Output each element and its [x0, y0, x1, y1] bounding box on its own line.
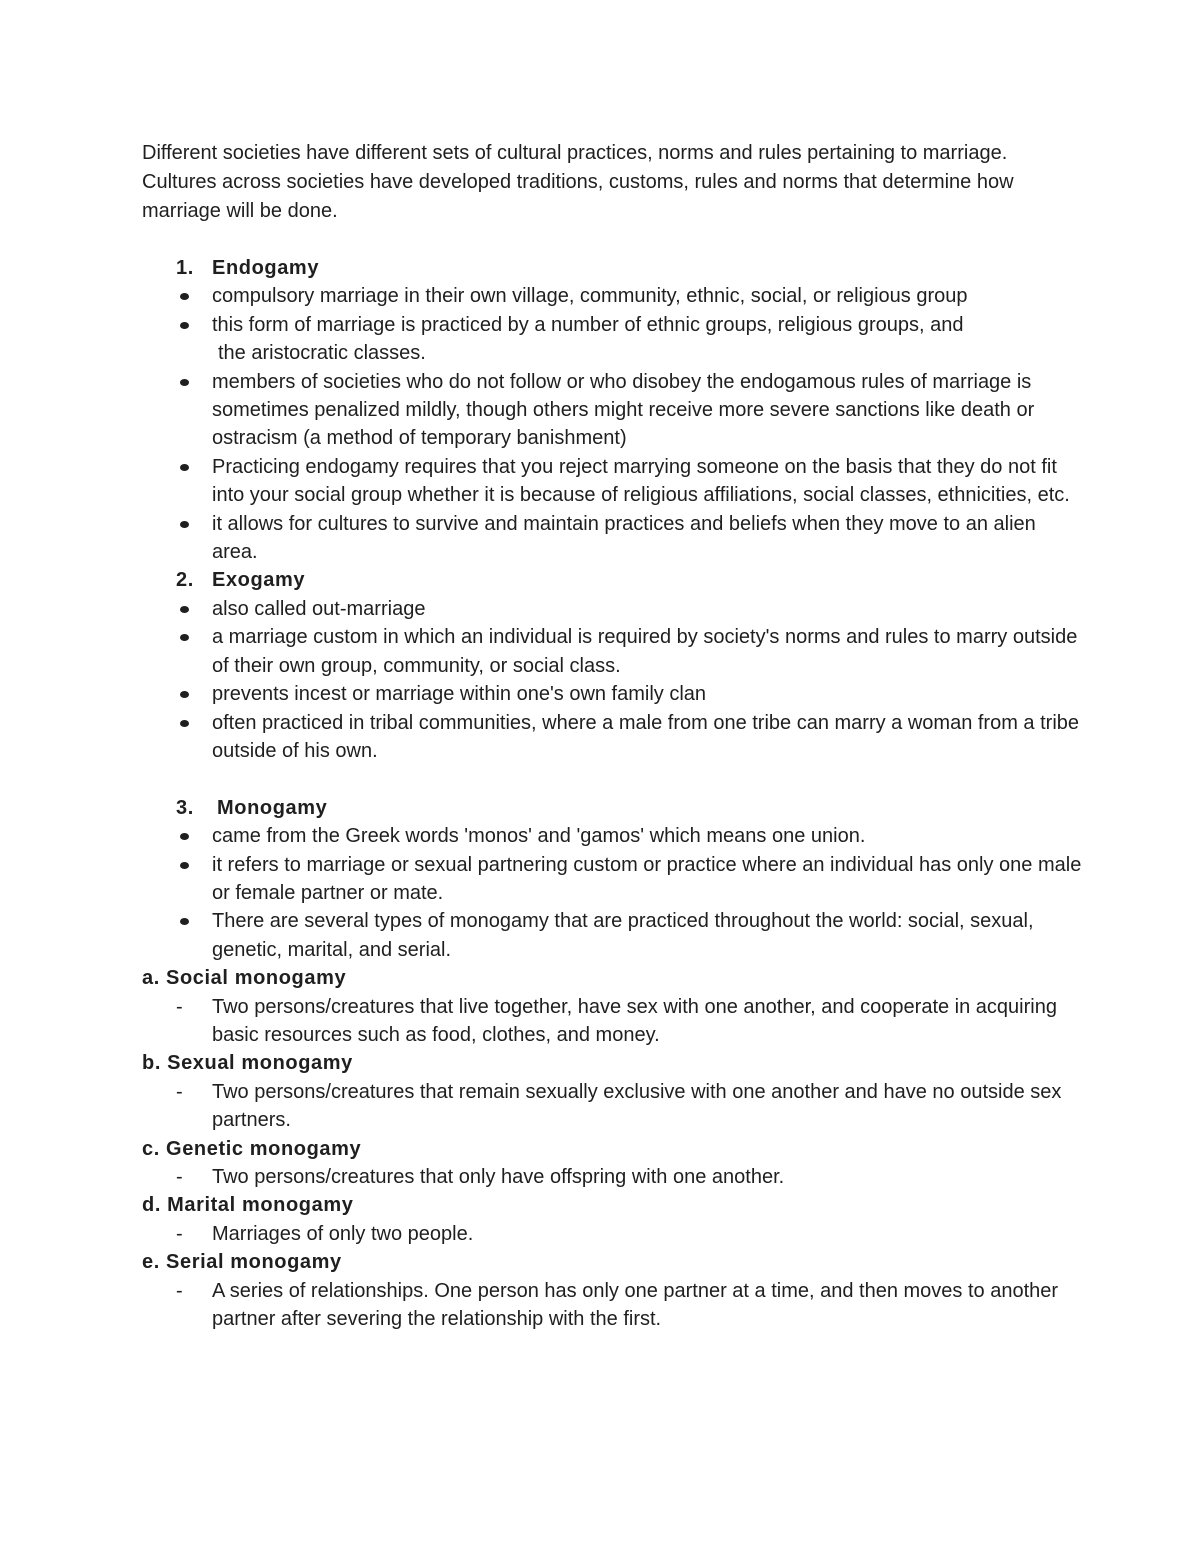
list-item: this form of marriage is practiced by a number of ethnic groups, religious groups, and the aristocratic classes.	[142, 311, 1082, 368]
type-heading-marital: d. Marital monogamy	[142, 1194, 354, 1217]
list-item: it refers to marriage or sexual partnering custom or practice where an individual has only one male or female partner or mate.	[142, 851, 1082, 908]
list-item: members of societies who do not follow or who disobey the endogamous rules of marriage is sometimes penalized mildly, though others might receive more severe sanctions like death or ostracism (a method of temporary banishment)	[142, 368, 1082, 453]
list-item: - Two persons/creatures that remain sexually exclusive with one another and have no outside sex partners.	[142, 1078, 1082, 1135]
dash-marker: -	[176, 995, 183, 1018]
list-item: often practiced in tribal communities, where a male from one tribe can marry a woman from a tribe outside of his own.	[142, 709, 1082, 766]
dash-marker: -	[176, 1222, 183, 1245]
endogamy-bullet-list	[142, 282, 1082, 566]
dash-marker: -	[176, 1279, 183, 1302]
bullet-icon	[180, 833, 189, 840]
type-heading-sexual: b. Sexual monogamy	[142, 1052, 353, 1075]
section-title: Endogamy	[212, 257, 320, 279]
bullet-icon	[180, 862, 189, 869]
section-number: 2.	[176, 569, 194, 592]
type-heading-genetic: c. Genetic monogamy	[142, 1137, 362, 1160]
list-item: compulsory marriage in their own village, community, ethnic, social, or religious group	[142, 282, 1082, 310]
bullet-icon	[180, 720, 189, 727]
section-title: Monogamy	[217, 796, 328, 819]
monogamy-bullet-list	[142, 822, 1082, 964]
list-item: also called out-marriage	[142, 595, 1082, 623]
list-item: There are several types of monogamy that are practiced throughout the world: social, sexual, genetic, marital, and serial.	[142, 907, 1082, 964]
bullet-icon	[180, 521, 189, 528]
list-item: - A series of relationships. One person has only one partner at a time, and then moves to another partner after severing the relationship with the first.	[142, 1277, 1082, 1334]
bullet-icon	[180, 379, 189, 386]
bullet-icon	[180, 634, 189, 641]
marital-dash-list	[142, 1220, 1082, 1248]
bullet-icon	[180, 322, 189, 329]
bullet-icon	[180, 691, 189, 698]
section-number: 1.	[176, 257, 194, 279]
section-heading-endogamy	[142, 254, 1082, 282]
type-heading-social: a. Social monogamy	[142, 967, 347, 990]
list-item: a marriage custom in which an individual is required by society's norms and rules to marry outside of their own group, community, or social class.	[142, 623, 1082, 680]
bullet-icon	[180, 293, 189, 300]
list-item: - Marriages of only two people.	[142, 1220, 1082, 1248]
list-item: - Two persons/creatures that only have offspring with one another.	[142, 1163, 1082, 1191]
list-item: - Two persons/creatures that live together, have sex with one another, and cooperate in acquiring basic resources such as food, clothes, and money.	[142, 993, 1082, 1050]
list-item: it allows for cultures to survive and maintain practices and beliefs when they move to an alien area.	[142, 510, 1082, 567]
section-heading-exogamy	[142, 566, 1082, 594]
bullet-icon	[180, 918, 189, 925]
section-number: 3.	[176, 796, 194, 819]
dash-marker: -	[176, 1165, 183, 1188]
genetic-dash-list	[142, 1163, 1082, 1191]
list-item: Practicing endogamy requires that you reject marrying someone on the basis that they do not fit into your social group whether it is because of religious affiliations, social classes, ethnicities, etc.	[142, 453, 1082, 510]
social-dash-list	[142, 993, 1082, 1050]
section-heading-monogamy	[142, 794, 1082, 822]
bullet-icon	[180, 606, 189, 613]
type-heading-serial: e. Serial monogamy	[142, 1251, 342, 1274]
sexual-dash-list	[142, 1078, 1082, 1135]
serial-dash-list	[142, 1277, 1082, 1334]
list-item: came from the Greek words 'monos' and 'gamos' which means one union.	[142, 822, 1082, 850]
exogamy-bullet-list	[142, 595, 1082, 765]
bullet-icon	[180, 464, 189, 471]
list-item: prevents incest or marriage within one's own family clan	[142, 680, 1082, 708]
dash-marker: -	[176, 1080, 183, 1103]
section-title: Exogamy	[212, 569, 306, 592]
intro-paragraph: Different societies have different sets of cultural practices, norms and rules pertaining to marriage. Cultures across societies have developed traditions, customs, rules and norms that determine how marriage will be done.	[142, 142, 1014, 222]
document-body	[142, 254, 1082, 1333]
